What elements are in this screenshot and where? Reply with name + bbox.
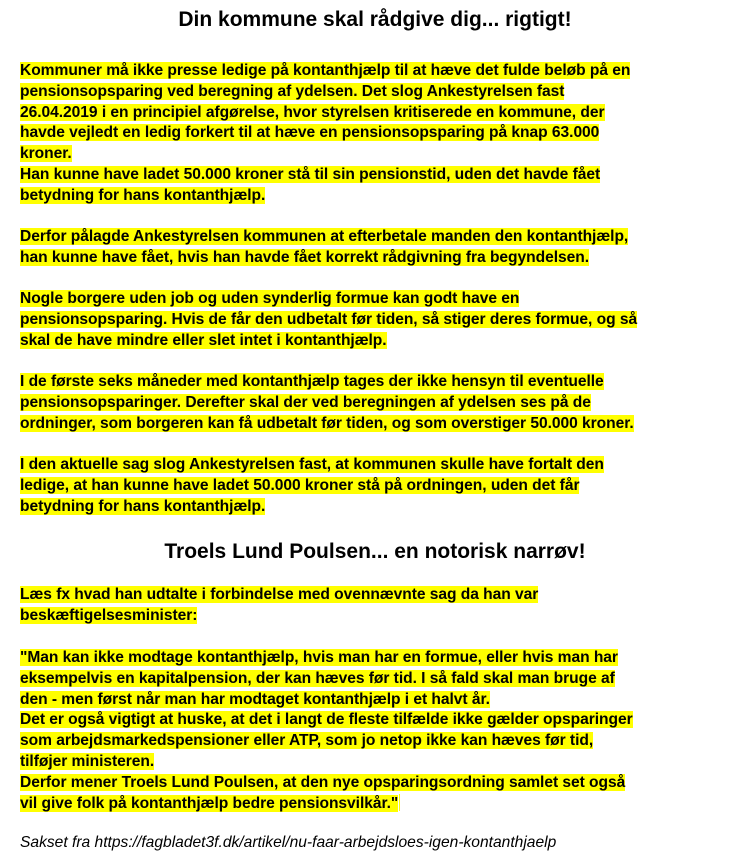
paragraph-3	[20, 289, 748, 351]
main-heading: Din kommune skal rådgive dig... rigtigt!	[178, 8, 572, 31]
p1-line-2: pensionsopsparing ved beregning af ydelsen. Det slog Ankestyrelsen fast	[20, 82, 565, 100]
p4-line-1: I de første seks måneder med kontanthjælp tages der ikke hensyn til eventuelle	[20, 373, 604, 390]
p5-line-2: ledige, at han kunne have ladet 50.000 kroner stå på ordningen, uden det får	[20, 476, 580, 494]
p1-line-1: Kommuner må ikke presse ledige på kontanthjælp til at hæve det fulde beløb på en	[20, 62, 631, 79]
quote-line-6: tilføjer ministeren.	[20, 752, 155, 770]
p1-line-4: havde vejledt en ledig forkert til at hæve en pensionsopsparing på knap 63.000	[20, 124, 600, 142]
paragraph-6	[20, 585, 748, 627]
paragraph-2	[20, 227, 748, 269]
source-credit: Sakset fra https://fagbladet3f.dk/artikel/nu-faar-arbejdsloes-igen-kontanthjaelp	[20, 834, 557, 851]
p4-line-2: pensionsopsparinger. Derefter skal der ved beregningen af ydelsen ses på de	[20, 393, 591, 411]
p6-line-2: beskæftigelsesminister:	[20, 606, 198, 624]
p1-line-5: kroner.	[20, 145, 72, 163]
quote-line-3: den - men først når man har modtaget kontanthjælp i et halvt år.	[20, 690, 490, 708]
p3-line-3: skal de have mindre eller slet intet i kontanthjælp.	[20, 331, 387, 349]
p1-line-6: Han kunne have ladet 50.000 kroner stå til sin pensionstid, uden det havde fået	[20, 165, 601, 183]
p1-line-3: 26.04.2019 i en principiel afgørelse, hvor styrelsen kritiserede en kommune, der	[20, 103, 605, 121]
quote-line-4: Det er også vigtigt at huske, at det i langt de fleste tilfælde ikke gælder opsparinger	[20, 711, 633, 729]
p2-line-2: han kunne have fået, hvis han havde fået korrekt rådgivning fra begyndelsen.	[20, 248, 589, 266]
quote-line-1: "Man kan ikke modtage kontanthjælp, hvis man har en formue, eller hvis man har	[20, 649, 618, 666]
p5-line-1: I den aktuelle sag slog Ankestyrelsen fast, at kommunen skulle have fortalt den	[20, 456, 604, 473]
paragraph-4	[20, 372, 748, 434]
paragraph-1	[20, 61, 748, 207]
quote-line-7: Derfor mener Troels Lund Poulsen, at den nye opsparingsordning samlet set også	[20, 773, 626, 791]
quote-line-5: som arbejdsmarkedspensioner eller ATP, som jo netop ikke kan hæves før tid,	[20, 732, 594, 750]
text-cursor[interactable]	[399, 794, 400, 811]
p1-line-7: betydning for hans kontanthjælp.	[20, 186, 266, 204]
second-heading: Troels Lund Poulsen... en notorisk narrøv!	[164, 540, 586, 563]
quote-paragraph	[20, 648, 748, 814]
p5-line-3: betydning for hans kontanthjælp.	[20, 497, 266, 515]
quote-line-8: vil give folk på kontanthjælp bedre pensionsvilkår."	[20, 794, 399, 812]
quote-line-2: eksempelvis en kapitalpension, der kan hæves før tid. I så fald skal man bruge af	[20, 669, 615, 687]
p4-line-3: ordninger, som borgeren kan få udbetalt før tiden, og som overstiger 50.000 kroner.	[20, 414, 634, 432]
paragraph-5	[20, 455, 748, 517]
p6-line-1: Læs fx hvad han udtalte i forbindelse med ovennævnte sag da han var	[20, 586, 539, 603]
p2-line-1: Derfor pålagde Ankestyrelsen kommunen at efterbetale manden den kontanthjælp,	[20, 228, 629, 245]
p3-line-1: Nogle borgere uden job og uden synderlig formue kan godt have en	[20, 290, 520, 307]
p3-line-2: pensionsopsparing. Hvis de får den udbetalt før tiden, så stiger deres formue, og så	[20, 310, 638, 328]
